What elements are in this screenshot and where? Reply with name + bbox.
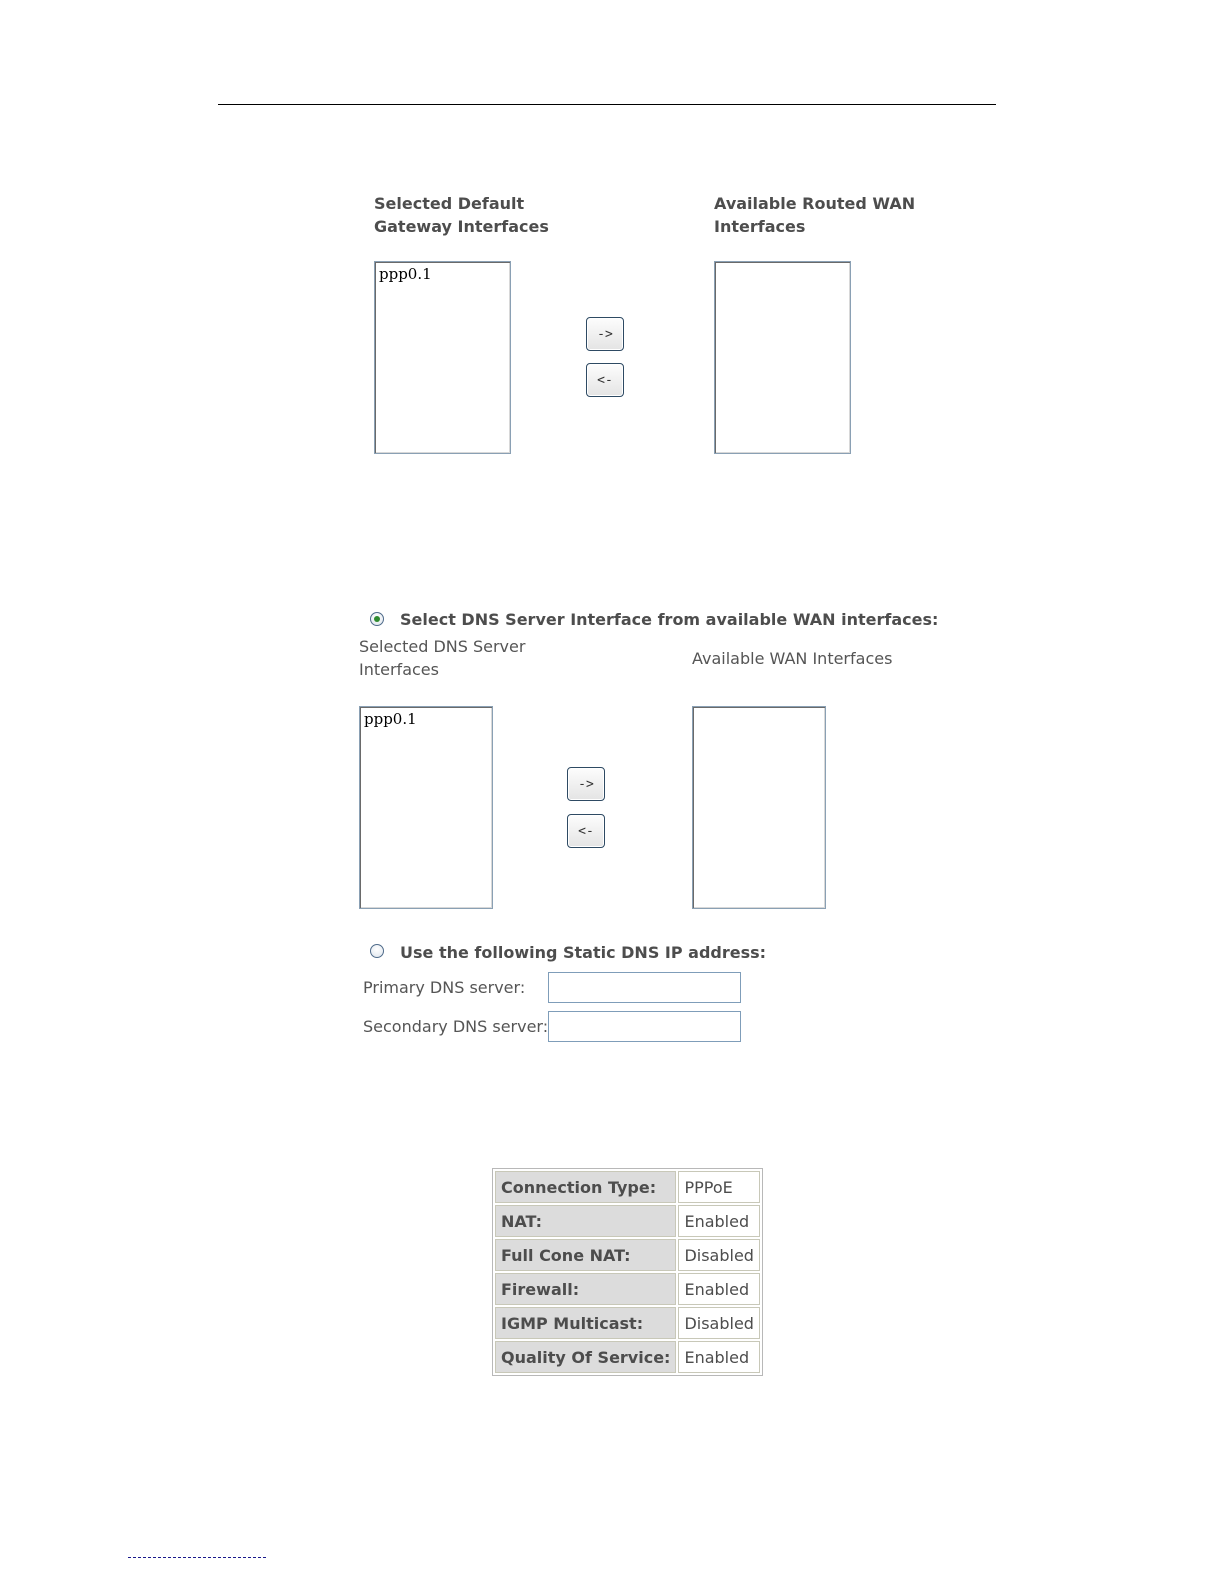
- primary-dns-input[interactable]: [548, 972, 741, 1003]
- summary-key: Full Cone NAT:: [495, 1239, 676, 1271]
- listbox-option[interactable]: ppp0.1: [364, 710, 417, 728]
- dns-select-interface-label: Select DNS Server Interface from available WAN interfaces:: [400, 610, 939, 629]
- available-routed-wan-title-line1: Available Routed WAN: [714, 194, 916, 213]
- listbox-option[interactable]: ppp0.1: [379, 265, 432, 283]
- summary-key: IGMP Multicast:: [495, 1307, 676, 1339]
- selected-gateway-title: [374, 192, 594, 238]
- dns-static-label: Use the following Static DNS IP address:: [400, 943, 767, 962]
- secondary-dns-input[interactable]: [548, 1011, 741, 1042]
- selected-dns-listbox[interactable]: [359, 706, 493, 909]
- table-row: [495, 1341, 760, 1373]
- dns-select-interface-radio[interactable]: [370, 612, 384, 626]
- selected-dns-title-line2: Interfaces: [359, 660, 439, 679]
- selected-dns-title: [359, 635, 579, 681]
- summary-value: Enabled: [678, 1273, 760, 1305]
- selected-gateway-title-line2: Gateway Interfaces: [374, 217, 549, 236]
- table-row: [495, 1239, 760, 1271]
- selected-dns-title-line1: Selected DNS Server: [359, 637, 526, 656]
- secondary-dns-label: Secondary DNS server:: [363, 1017, 549, 1036]
- summary-key: Firewall:: [495, 1273, 676, 1305]
- top-divider: [218, 104, 996, 105]
- gateway-move-right-button[interactable]: ->: [586, 317, 624, 351]
- summary-key: Connection Type:: [495, 1171, 676, 1203]
- available-routed-wan-listbox[interactable]: [714, 261, 851, 454]
- gateway-move-left-button[interactable]: <-: [586, 363, 624, 397]
- available-routed-wan-title: [714, 192, 954, 238]
- summary-value: Enabled: [678, 1341, 760, 1373]
- connection-summary-table: [492, 1168, 763, 1376]
- summary-key: NAT:: [495, 1205, 676, 1237]
- table-row: [495, 1171, 760, 1203]
- summary-value: Enabled: [678, 1205, 760, 1237]
- dns-move-left-button[interactable]: <-: [567, 814, 605, 848]
- summary-value: Disabled: [678, 1307, 760, 1339]
- summary-key: Quality Of Service:: [495, 1341, 676, 1373]
- selected-gateway-listbox[interactable]: [374, 261, 511, 454]
- available-wan-listbox[interactable]: [692, 706, 826, 909]
- dns-static-radio[interactable]: [370, 944, 384, 958]
- available-routed-wan-title-line2: Interfaces: [714, 217, 806, 236]
- available-wan-title: Available WAN Interfaces: [692, 649, 893, 668]
- footnote-divider: [128, 1557, 266, 1558]
- primary-dns-label: Primary DNS server:: [363, 978, 526, 997]
- table-row: [495, 1205, 760, 1237]
- selected-gateway-title-line1: Selected Default: [374, 194, 525, 213]
- summary-value: Disabled: [678, 1239, 760, 1271]
- radio-selected-dot: [374, 616, 380, 622]
- table-row: [495, 1273, 760, 1305]
- summary-value: PPPoE: [678, 1171, 760, 1203]
- dns-move-right-button[interactable]: ->: [567, 767, 605, 801]
- table-row: [495, 1307, 760, 1339]
